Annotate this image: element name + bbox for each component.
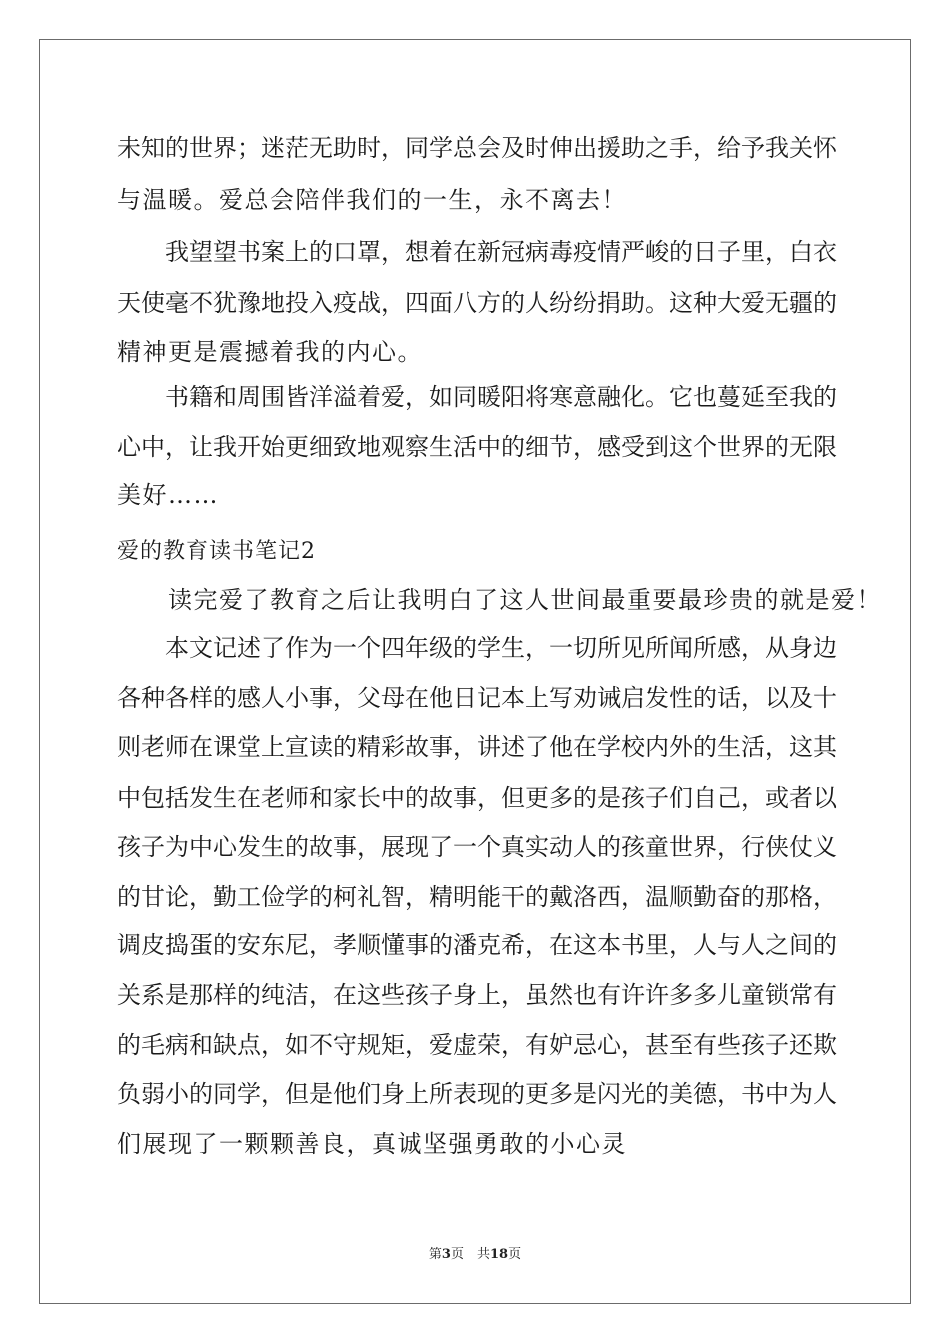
body-line: 的毛病和缺点，如不守规矩，爱虚荣，有妒忌心，甚至有些孩子还欺 <box>117 1031 837 1059</box>
body-line: 孩子为中心发生的故事，展现了一个真实动人的孩童世界，行侠仗义 <box>117 833 837 861</box>
section-title: 爱的教育读书笔记2 <box>117 539 316 564</box>
body-line: 天使毫不犹豫地投入疫战，四面八方的人纷纷捐助。这种大爱无疆的 <box>117 289 837 317</box>
body-line: 未知的世界；迷茫无助时，同学总会及时伸出援助之手，给予我关怀 <box>117 134 837 162</box>
body-line: 美好…… <box>117 481 219 509</box>
body-line: 与温暖。爱总会陪伴我们的一生，永不离去！ <box>117 186 627 214</box>
body-line: 则老师在课堂上宣读的精彩故事，讲述了他在学校内外的生活，这其 <box>117 733 837 761</box>
page-total: 18 <box>489 1247 509 1262</box>
page-border <box>39 39 911 1304</box>
body-line: 书籍和周围皆洋溢着爱，如同暖阳将寒意融化。它也蔓延至我的 <box>117 383 837 411</box>
body-line: 各种各样的感人小事，父母在他日记本上写劝诫启发性的话，以及十 <box>117 684 837 712</box>
body-line: 我望望书案上的口罩，想着在新冠病毒疫情严峻的日子里，白衣 <box>117 238 837 266</box>
page-mid: 页 共 <box>450 1247 490 1262</box>
body-line: 关系是那样的纯洁，在这些孩子身上，虽然也有许许多多儿童锁常有 <box>117 981 837 1009</box>
body-line: 的甘论，勤工俭学的柯礼智，精明能干的戴洛西，温顺勤奋的那格， <box>117 883 837 911</box>
page-current: 3 <box>441 1247 451 1262</box>
page-number-footer <box>0 1246 950 1264</box>
body-line: 读完爱了教育之后让我明白了这人世间最重要最珍贵的就是爱！ <box>117 586 882 614</box>
body-line: 调皮捣蛋的安东尼，孝顺懂事的潘克希，在这本书里，人与人之间的 <box>117 931 837 959</box>
body-line: 们展现了一颗颗善良，真诚坚强勇敢的小心灵 <box>117 1130 627 1158</box>
body-line: 心中，让我开始更细致地观察生活中的细节，感受到这个世界的无限 <box>117 433 837 461</box>
body-line: 负弱小的同学，但是他们身上所表现的更多是闪光的美德，书中为人 <box>117 1080 837 1108</box>
body-line: 中包括发生在老师和家长中的故事，但更多的是孩子们自己，或者以 <box>117 784 837 812</box>
page-suffix: 页 <box>508 1247 522 1262</box>
page-prefix: 第 <box>428 1247 442 1262</box>
body-line: 本文记述了作为一个四年级的学生，一切所见所闻所感，从身边 <box>117 634 837 662</box>
body-line: 精神更是震撼着我的内心。 <box>117 338 423 366</box>
